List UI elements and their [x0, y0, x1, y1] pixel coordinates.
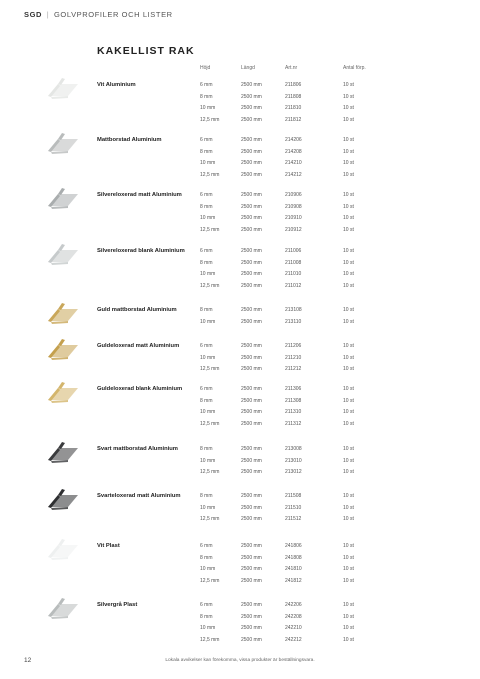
page-number: 12	[24, 657, 32, 664]
article-cell: 211212	[285, 366, 302, 372]
length-cell: 2500 mm	[241, 409, 262, 415]
length-cell: 2500 mm	[241, 203, 262, 210]
article-cell: 210912	[285, 226, 302, 233]
quantity-cell: 10 st	[343, 625, 354, 631]
table-row	[0, 614, 480, 625]
article-cell: 213012	[285, 469, 302, 475]
table-row	[0, 602, 480, 613]
table-row	[0, 149, 480, 160]
article-cell: 214208	[285, 148, 302, 155]
table-row	[0, 260, 480, 271]
height-cell: 8 mm	[200, 446, 213, 452]
article-cell: 213008	[285, 446, 302, 452]
height-cell: 8 mm	[200, 203, 213, 210]
quantity-cell: 10 st	[343, 566, 354, 572]
product-name: Vit Plast	[97, 543, 120, 549]
height-cell: 8 mm	[200, 148, 213, 155]
article-cell: 211812	[285, 116, 302, 123]
length-cell: 2500 mm	[241, 566, 262, 572]
length-cell: 2500 mm	[241, 554, 262, 561]
table-row	[0, 82, 480, 93]
table-row	[0, 386, 480, 397]
quantity-cell: 10 st	[343, 469, 354, 475]
quantity-cell: 10 st	[343, 457, 354, 464]
quantity-cell: 10 st	[343, 259, 354, 266]
table-row	[0, 555, 480, 566]
quantity-cell: 10 st	[343, 105, 354, 111]
height-cell: 10 mm	[200, 271, 216, 277]
table-row	[0, 172, 480, 183]
table-row	[0, 283, 480, 294]
quantity-cell: 10 st	[343, 613, 354, 620]
quantity-cell: 10 st	[343, 226, 354, 233]
length-cell: 2500 mm	[241, 307, 262, 313]
quantity-cell: 10 st	[343, 354, 354, 361]
height-cell: 12,5 mm	[200, 171, 220, 178]
length-cell: 2500 mm	[241, 602, 262, 608]
quantity-cell: 10 st	[343, 397, 354, 404]
quantity-cell: 10 st	[343, 93, 354, 100]
header-separator: |	[46, 10, 50, 19]
table-row	[0, 307, 480, 318]
height-cell: 6 mm	[200, 343, 213, 349]
product-name: Silvereloxerad matt Aluminium	[97, 192, 182, 198]
article-cell: 211006	[285, 248, 302, 254]
article-cell: 241812	[285, 577, 302, 584]
article-cell: 242210	[285, 625, 302, 631]
article-cell: 211312	[285, 420, 302, 427]
length-cell: 2500 mm	[241, 160, 262, 166]
length-cell: 2500 mm	[241, 457, 262, 464]
quantity-cell: 10 st	[343, 203, 354, 210]
length-cell: 2500 mm	[241, 82, 262, 88]
article-cell: 214210	[285, 160, 302, 166]
product-name: Guldeloxerad matt Aluminium	[97, 343, 180, 349]
quantity-cell: 10 st	[343, 493, 354, 499]
quantity-cell: 10 st	[343, 420, 354, 427]
article-cell: 213110	[285, 318, 302, 325]
table-row	[0, 94, 480, 105]
table-row	[0, 566, 480, 577]
footer-note: Lokala avvikelser kan förekomma, vissa produkter är beställningsvara.	[165, 658, 315, 663]
height-cell: 10 mm	[200, 215, 216, 221]
height-cell: 8 mm	[200, 259, 213, 266]
height-cell: 10 mm	[200, 105, 216, 111]
table-row	[0, 409, 480, 420]
product-name: Guld mattborstad Aluminium	[97, 307, 177, 313]
article-cell: 211306	[285, 386, 302, 392]
length-cell: 2500 mm	[241, 504, 262, 511]
table-row	[0, 578, 480, 589]
height-cell: 10 mm	[200, 409, 216, 415]
height-cell: 12,5 mm	[200, 516, 220, 522]
length-cell: 2500 mm	[241, 636, 262, 643]
height-cell: 8 mm	[200, 493, 213, 499]
height-cell: 12,5 mm	[200, 469, 220, 475]
quantity-cell: 10 st	[343, 215, 354, 221]
product-name: Guldeloxerad blank Aluminium	[97, 386, 183, 392]
article-cell: 213010	[285, 457, 302, 464]
page-title: KAKELLIST RAK	[97, 45, 195, 57]
table-row	[0, 192, 480, 203]
length-cell: 2500 mm	[241, 577, 262, 584]
height-cell: 10 mm	[200, 625, 216, 631]
quantity-cell: 10 st	[343, 160, 354, 166]
height-cell: 6 mm	[200, 82, 213, 88]
quantity-cell: 10 st	[343, 192, 354, 198]
table-row	[0, 366, 480, 377]
quantity-cell: 10 st	[343, 137, 354, 143]
article-cell: 211308	[285, 397, 302, 404]
height-cell: 8 mm	[200, 397, 213, 404]
height-cell: 10 mm	[200, 354, 216, 361]
quantity-cell: 10 st	[343, 543, 354, 549]
product-name: Mattborstad Aluminium	[97, 137, 162, 143]
quantity-cell: 10 st	[343, 636, 354, 643]
length-cell: 2500 mm	[241, 282, 262, 289]
table-row	[0, 248, 480, 259]
article-cell: 241808	[285, 554, 302, 561]
page-header	[24, 10, 173, 19]
quantity-cell: 10 st	[343, 343, 354, 349]
article-cell: 211010	[285, 271, 302, 277]
article-cell: 242208	[285, 613, 302, 620]
height-cell: 12,5 mm	[200, 226, 220, 233]
length-cell: 2500 mm	[241, 613, 262, 620]
product-name: Silvereloxerad blank Aluminium	[97, 248, 185, 254]
table-row	[0, 421, 480, 432]
quantity-cell: 10 st	[343, 602, 354, 608]
length-cell: 2500 mm	[241, 148, 262, 155]
table-row	[0, 637, 480, 648]
article-cell: 210910	[285, 215, 302, 221]
length-cell: 2500 mm	[241, 446, 262, 452]
quantity-cell: 10 st	[343, 366, 354, 372]
table-row	[0, 458, 480, 469]
table-row	[0, 343, 480, 354]
product-name: Silvergrå Plast	[97, 602, 138, 608]
product-name: Svart mattborstad Aluminium	[97, 446, 178, 452]
column-header-quantity: Antal förp.	[343, 65, 366, 71]
quantity-cell: 10 st	[343, 271, 354, 277]
quantity-cell: 10 st	[343, 282, 354, 289]
table-row	[0, 543, 480, 554]
height-cell: 6 mm	[200, 192, 213, 198]
quantity-cell: 10 st	[343, 577, 354, 584]
height-cell: 8 mm	[200, 93, 213, 100]
quantity-cell: 10 st	[343, 504, 354, 511]
table-row	[0, 469, 480, 480]
quantity-cell: 10 st	[343, 409, 354, 415]
table-row	[0, 505, 480, 516]
section-label: GOLVPROFILER OCH LISTER	[54, 10, 173, 19]
product-name: Svarteloxerad matt Aluminium	[97, 493, 181, 499]
length-cell: 2500 mm	[241, 192, 262, 198]
height-cell: 6 mm	[200, 543, 213, 549]
article-cell: 211512	[285, 516, 302, 522]
height-cell: 10 mm	[200, 504, 216, 511]
height-cell: 6 mm	[200, 386, 213, 392]
height-cell: 8 mm	[200, 554, 213, 561]
height-cell: 12,5 mm	[200, 636, 220, 643]
column-header-length: Längd	[241, 65, 255, 71]
height-cell: 8 mm	[200, 613, 213, 620]
length-cell: 2500 mm	[241, 543, 262, 549]
table-row	[0, 516, 480, 527]
table-row	[0, 355, 480, 366]
length-cell: 2500 mm	[241, 420, 262, 427]
height-cell: 6 mm	[200, 602, 213, 608]
article-cell: 214212	[285, 171, 302, 178]
article-cell: 242206	[285, 602, 302, 608]
table-row	[0, 493, 480, 504]
height-cell: 12,5 mm	[200, 420, 220, 427]
article-cell: 211810	[285, 105, 302, 111]
length-cell: 2500 mm	[241, 366, 262, 372]
article-cell: 213108	[285, 307, 302, 313]
length-cell: 2500 mm	[241, 318, 262, 325]
table-row	[0, 137, 480, 148]
length-cell: 2500 mm	[241, 516, 262, 522]
quantity-cell: 10 st	[343, 386, 354, 392]
length-cell: 2500 mm	[241, 469, 262, 475]
quantity-cell: 10 st	[343, 248, 354, 254]
article-cell: 211012	[285, 282, 302, 289]
length-cell: 2500 mm	[241, 137, 262, 143]
article-cell: 210906	[285, 192, 302, 198]
length-cell: 2500 mm	[241, 397, 262, 404]
length-cell: 2500 mm	[241, 105, 262, 111]
quantity-cell: 10 st	[343, 318, 354, 325]
table-row	[0, 204, 480, 215]
table-row	[0, 398, 480, 409]
article-cell: 211206	[285, 343, 302, 349]
article-cell: 211508	[285, 493, 302, 499]
article-cell: 211806	[285, 82, 302, 88]
height-cell: 12,5 mm	[200, 116, 220, 123]
length-cell: 2500 mm	[241, 93, 262, 100]
article-cell: 211310	[285, 409, 302, 415]
article-cell: 241810	[285, 566, 302, 572]
length-cell: 2500 mm	[241, 271, 262, 277]
length-cell: 2500 mm	[241, 215, 262, 221]
length-cell: 2500 mm	[241, 259, 262, 266]
height-cell: 10 mm	[200, 457, 216, 464]
table-row	[0, 319, 480, 330]
table-row	[0, 271, 480, 282]
quantity-cell: 10 st	[343, 307, 354, 313]
length-cell: 2500 mm	[241, 171, 262, 178]
quantity-cell: 10 st	[343, 516, 354, 522]
height-cell: 12,5 mm	[200, 282, 220, 289]
height-cell: 6 mm	[200, 248, 213, 254]
height-cell: 12,5 mm	[200, 577, 220, 584]
brand-label: SGD	[24, 10, 43, 19]
table-row	[0, 215, 480, 226]
table-row	[0, 105, 480, 116]
quantity-cell: 10 st	[343, 171, 354, 178]
table-row	[0, 227, 480, 238]
product-name: Vit Aluminium	[97, 82, 136, 88]
length-cell: 2500 mm	[241, 248, 262, 254]
column-header-article: Art.nr	[285, 65, 298, 71]
length-cell: 2500 mm	[241, 226, 262, 233]
article-cell: 241806	[285, 543, 302, 549]
article-cell: 211008	[285, 259, 302, 266]
table-row	[0, 446, 480, 457]
article-cell: 211210	[285, 354, 302, 361]
quantity-cell: 10 st	[343, 554, 354, 561]
table-row	[0, 160, 480, 171]
article-cell: 211808	[285, 93, 302, 100]
height-cell: 6 mm	[200, 137, 213, 143]
length-cell: 2500 mm	[241, 625, 262, 631]
quantity-cell: 10 st	[343, 446, 354, 452]
height-cell: 10 mm	[200, 160, 216, 166]
quantity-cell: 10 st	[343, 82, 354, 88]
article-cell: 214206	[285, 137, 302, 143]
length-cell: 2500 mm	[241, 116, 262, 123]
quantity-cell: 10 st	[343, 116, 354, 123]
height-cell: 8 mm	[200, 307, 213, 313]
height-cell: 12,5 mm	[200, 366, 220, 372]
quantity-cell: 10 st	[343, 148, 354, 155]
height-cell: 10 mm	[200, 566, 216, 572]
article-cell: 211510	[285, 504, 302, 511]
length-cell: 2500 mm	[241, 386, 262, 392]
article-cell: 210908	[285, 203, 302, 210]
height-cell: 10 mm	[200, 318, 216, 325]
article-cell: 242212	[285, 636, 302, 643]
column-header-height: Höjd	[200, 65, 211, 71]
length-cell: 2500 mm	[241, 343, 262, 349]
table-row	[0, 625, 480, 636]
table-row	[0, 117, 480, 128]
length-cell: 2500 mm	[241, 354, 262, 361]
length-cell: 2500 mm	[241, 493, 262, 499]
